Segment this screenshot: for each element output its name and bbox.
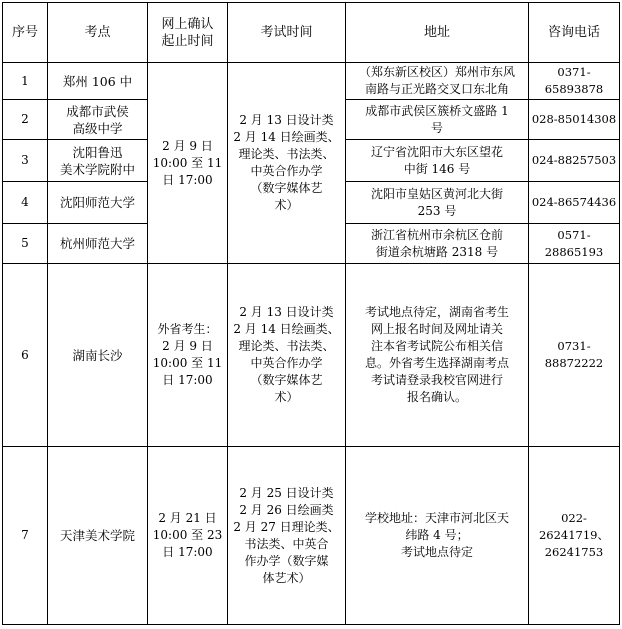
row-number: 7 [3, 447, 48, 625]
row-number: 5 [3, 224, 48, 264]
header-site: 考点 [48, 3, 148, 63]
header-row [3, 3, 620, 63]
row-number: 6 [3, 264, 48, 447]
table-row [3, 264, 620, 447]
address: 辽宁省沈阳市大东区望花 中街 146 号 [346, 140, 529, 182]
confirm-period: 外省考生： 2 月 9 日 10:00 至 11 日 17:00 [148, 264, 228, 447]
address: 沈阳市皇姑区黄河北大街 253 号 [346, 182, 529, 224]
address: 考试地点待定，湖南省考生 网上报名时间及网址请关 注本省考试院公布相关信 息。外省考生选择湖南考点 考试请登录我校官网进行 报名确认。 [346, 264, 529, 447]
header-phone: 咨询电话 [529, 3, 620, 63]
address: 成都市武侯区簇桥文盛路 1 号 [346, 100, 529, 140]
table-row [3, 63, 620, 100]
exam-site: 沈阳师范大学 [48, 182, 148, 224]
phone: 0371-65893878 [529, 63, 620, 100]
exam-time: 2 月 25 日设计类 2 月 26 日绘画类 2 月 27 日理论类、 书法类、中英合 作办学（数字媒 体艺术） [228, 447, 346, 625]
phone: 024-86574436 [529, 182, 620, 224]
exam-site: 天津美术学院 [48, 447, 148, 625]
phone: 0571-28865193 [529, 224, 620, 264]
row-number: 3 [3, 140, 48, 182]
confirm-period: 2 月 21 日 10:00 至 23 日 17:00 [148, 447, 228, 625]
header-confirm-period: 网上确认 起止时间 [148, 3, 228, 63]
exam-site: 郑州 106 中 [48, 63, 148, 100]
address: 浙江省杭州市余杭区仓前 街道余杭塘路 2318 号 [346, 224, 529, 264]
row-number: 4 [3, 182, 48, 224]
row-number: 1 [3, 63, 48, 100]
header-address: 地址 [346, 3, 529, 63]
row-number: 2 [3, 100, 48, 140]
confirm-period: 2 月 9 日 10:00 至 11 日 17:00 [148, 63, 228, 264]
phone: 0731-88872222 [529, 264, 620, 447]
header-exam-time: 考试时间 [228, 3, 346, 63]
table-row [3, 447, 620, 625]
address: （郑东新区校区）郑州市东风 南路与正光路交叉口东北角 [346, 63, 529, 100]
exam-time: 2 月 13 日设计类 2 月 14 日绘画类、 理论类、书法类、 中英合作办学 （数字媒体艺 术） [228, 264, 346, 447]
phone: 022-26241719、 26241753 [529, 447, 620, 625]
exam-site: 成都市武侯 高级中学 [48, 100, 148, 140]
exam-site: 沈阳鲁迅 美术学院附中 [48, 140, 148, 182]
exam-site: 杭州师范大学 [48, 224, 148, 264]
phone: 024-88257503 [529, 140, 620, 182]
exam-site: 湖南长沙 [48, 264, 148, 447]
exam-time: 2 月 13 日设计类 2 月 14 日绘画类、 理论类、书法类、 中英合作办学 （数字媒体艺 术） [228, 63, 346, 264]
phone: 028-85014308 [529, 100, 620, 140]
header-no: 序号 [3, 3, 48, 63]
address: 学校地址：天津市河北区天 纬路 4 号； 考试地点待定 [346, 447, 529, 625]
exam-sites-table [2, 2, 620, 625]
